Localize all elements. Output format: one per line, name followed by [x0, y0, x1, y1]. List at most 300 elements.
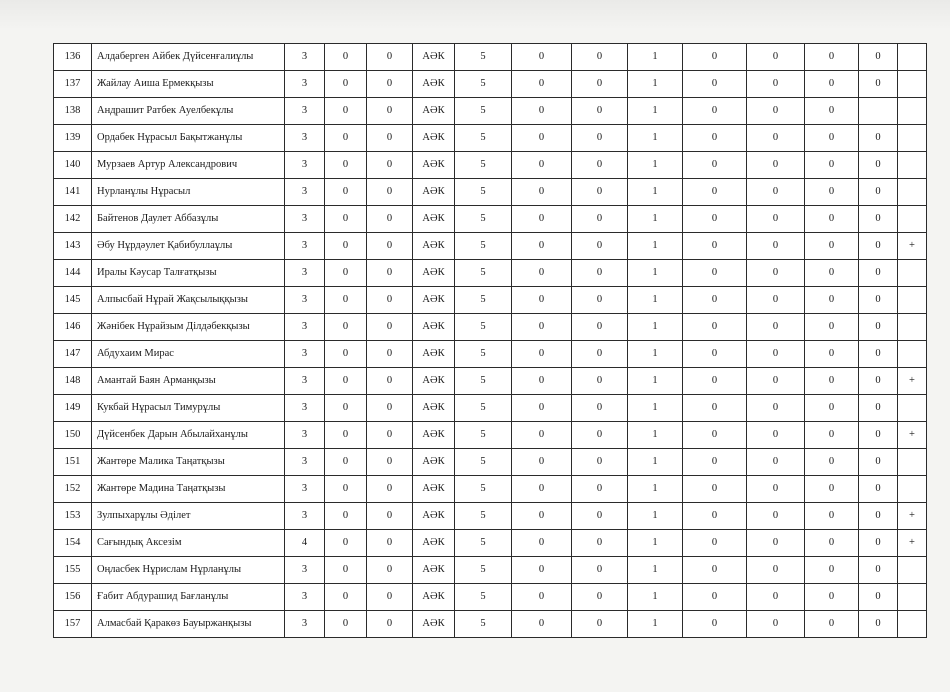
value-cell: 0: [367, 557, 413, 584]
row-number-cell: 138: [54, 98, 92, 125]
row-number-cell: 147: [54, 341, 92, 368]
value-cell: 5: [455, 557, 512, 584]
value-cell: 0: [683, 476, 747, 503]
value-cell: 0: [859, 449, 898, 476]
value-cell: 0: [572, 368, 628, 395]
student-name-cell: Жайлау Аиша Ермекқызы: [92, 71, 285, 98]
value-cell: 0: [859, 287, 898, 314]
mark-cell: +: [898, 368, 927, 395]
row-number-cell: 140: [54, 152, 92, 179]
value-cell: 0: [325, 395, 367, 422]
value-cell: 0: [325, 98, 367, 125]
value-cell: 0: [805, 152, 859, 179]
value-cell: 0: [683, 71, 747, 98]
value-cell: 0: [805, 611, 859, 638]
value-cell: 0: [747, 368, 805, 395]
value-cell: 3: [285, 584, 325, 611]
value-cell: 3: [285, 341, 325, 368]
value-cell: 0: [367, 341, 413, 368]
value-cell: АӘК: [413, 611, 455, 638]
value-cell: 3: [285, 44, 325, 71]
value-cell: 5: [455, 44, 512, 71]
value-cell: 0: [325, 368, 367, 395]
value-cell: 1: [628, 530, 683, 557]
table-row: [54, 611, 927, 638]
value-cell: 5: [455, 611, 512, 638]
value-cell: 3: [285, 71, 325, 98]
value-cell: 3: [285, 611, 325, 638]
value-cell: 0: [805, 44, 859, 71]
value-cell: 3: [285, 476, 325, 503]
value-cell: 0: [512, 530, 572, 557]
value-cell: 0: [859, 341, 898, 368]
value-cell: 0: [325, 530, 367, 557]
value-cell: 0: [325, 422, 367, 449]
value-cell: 0: [859, 395, 898, 422]
value-cell: 0: [747, 98, 805, 125]
value-cell: 0: [367, 71, 413, 98]
value-cell: 0: [512, 503, 572, 530]
value-cell: 5: [455, 422, 512, 449]
mark-cell: [898, 287, 927, 314]
value-cell: 0: [325, 125, 367, 152]
value-cell: [859, 98, 898, 125]
value-cell: 0: [367, 44, 413, 71]
value-cell: АӘК: [413, 233, 455, 260]
value-cell: АӘК: [413, 530, 455, 557]
value-cell: 1: [628, 260, 683, 287]
student-name-cell: Зулпыхарұлы Әділет: [92, 503, 285, 530]
mark-cell: [898, 260, 927, 287]
value-cell: 0: [572, 98, 628, 125]
value-cell: 1: [628, 179, 683, 206]
value-cell: 0: [747, 314, 805, 341]
value-cell: 0: [859, 179, 898, 206]
value-cell: 3: [285, 368, 325, 395]
mark-cell: [898, 152, 927, 179]
value-cell: 0: [367, 584, 413, 611]
value-cell: 3: [285, 557, 325, 584]
value-cell: 0: [367, 422, 413, 449]
value-cell: 0: [683, 314, 747, 341]
value-cell: 3: [285, 233, 325, 260]
row-number-cell: 154: [54, 530, 92, 557]
value-cell: 0: [747, 476, 805, 503]
value-cell: 1: [628, 71, 683, 98]
value-cell: 0: [859, 503, 898, 530]
value-cell: 0: [805, 476, 859, 503]
value-cell: 0: [747, 152, 805, 179]
table-row: [54, 368, 927, 395]
table-row: [54, 260, 927, 287]
value-cell: 0: [325, 584, 367, 611]
mark-cell: [898, 125, 927, 152]
value-cell: 0: [747, 449, 805, 476]
value-cell: 0: [512, 179, 572, 206]
value-cell: 1: [628, 395, 683, 422]
value-cell: 0: [325, 152, 367, 179]
value-cell: 0: [859, 611, 898, 638]
value-cell: 0: [512, 206, 572, 233]
value-cell: 5: [455, 206, 512, 233]
mark-cell: [898, 71, 927, 98]
mark-cell: [898, 557, 927, 584]
value-cell: 1: [628, 611, 683, 638]
value-cell: 5: [455, 260, 512, 287]
value-cell: АӘК: [413, 125, 455, 152]
value-cell: 0: [683, 422, 747, 449]
value-cell: 0: [805, 98, 859, 125]
value-cell: 0: [512, 422, 572, 449]
value-cell: 0: [325, 206, 367, 233]
value-cell: 0: [859, 530, 898, 557]
value-cell: 0: [747, 395, 805, 422]
value-cell: 0: [367, 530, 413, 557]
value-cell: 0: [859, 152, 898, 179]
table-row: [54, 476, 927, 503]
value-cell: 5: [455, 530, 512, 557]
value-cell: 5: [455, 368, 512, 395]
row-number-cell: 136: [54, 44, 92, 71]
scan-shadow: [0, 0, 950, 30]
value-cell: 0: [747, 260, 805, 287]
table-row: [54, 341, 927, 368]
student-name-cell: Амантай Баян Арманқызы: [92, 368, 285, 395]
student-name-cell: Нурланұлы Нұрасыл: [92, 179, 285, 206]
value-cell: 3: [285, 422, 325, 449]
value-cell: 0: [805, 584, 859, 611]
value-cell: 0: [572, 557, 628, 584]
value-cell: 0: [367, 152, 413, 179]
value-cell: 0: [747, 611, 805, 638]
value-cell: 0: [325, 476, 367, 503]
value-cell: 5: [455, 584, 512, 611]
mark-cell: [898, 584, 927, 611]
value-cell: 0: [572, 314, 628, 341]
table-row: [54, 98, 927, 125]
value-cell: 0: [572, 44, 628, 71]
value-cell: 0: [683, 152, 747, 179]
mark-cell: [898, 98, 927, 125]
value-cell: 0: [747, 71, 805, 98]
value-cell: 0: [683, 233, 747, 260]
value-cell: 0: [572, 503, 628, 530]
value-cell: 0: [367, 314, 413, 341]
value-cell: 0: [683, 125, 747, 152]
value-cell: 3: [285, 449, 325, 476]
student-name-cell: Абдухаим Мирас: [92, 341, 285, 368]
value-cell: 5: [455, 71, 512, 98]
value-cell: АӘК: [413, 314, 455, 341]
value-cell: 0: [512, 449, 572, 476]
student-name-cell: Дүйсенбек Дарын Абылайханұлы: [92, 422, 285, 449]
value-cell: 0: [683, 341, 747, 368]
mark-cell: +: [898, 422, 927, 449]
value-cell: 0: [747, 341, 805, 368]
value-cell: 0: [747, 287, 805, 314]
mark-cell: [898, 611, 927, 638]
table-row: [54, 503, 927, 530]
value-cell: 0: [367, 395, 413, 422]
value-cell: 3: [285, 125, 325, 152]
value-cell: 0: [512, 476, 572, 503]
value-cell: АӘК: [413, 44, 455, 71]
value-cell: 0: [859, 557, 898, 584]
student-name-cell: Андрашит Ратбек Ауелбекұлы: [92, 98, 285, 125]
value-cell: 0: [683, 530, 747, 557]
row-number-cell: 148: [54, 368, 92, 395]
value-cell: 0: [512, 125, 572, 152]
table-row: [54, 71, 927, 98]
value-cell: 0: [367, 206, 413, 233]
value-cell: 0: [805, 233, 859, 260]
value-cell: 0: [325, 71, 367, 98]
value-cell: 0: [325, 179, 367, 206]
value-cell: 0: [367, 98, 413, 125]
value-cell: 5: [455, 314, 512, 341]
value-cell: 5: [455, 152, 512, 179]
value-cell: 0: [325, 449, 367, 476]
value-cell: 0: [805, 557, 859, 584]
value-cell: 0: [683, 287, 747, 314]
row-number-cell: 157: [54, 611, 92, 638]
value-cell: 0: [325, 341, 367, 368]
value-cell: 0: [512, 341, 572, 368]
row-number-cell: 149: [54, 395, 92, 422]
value-cell: 0: [572, 125, 628, 152]
student-name-cell: Жантөре Малика Таңатқызы: [92, 449, 285, 476]
value-cell: АӘК: [413, 152, 455, 179]
value-cell: АӘК: [413, 503, 455, 530]
row-number-cell: 156: [54, 584, 92, 611]
mark-cell: +: [898, 233, 927, 260]
value-cell: 1: [628, 44, 683, 71]
value-cell: 1: [628, 206, 683, 233]
student-name-cell: Әбу Нұрдәулет Қабибуллаұлы: [92, 233, 285, 260]
value-cell: 0: [683, 557, 747, 584]
value-cell: 0: [805, 314, 859, 341]
value-cell: АӘК: [413, 98, 455, 125]
student-name-cell: Алпысбай Нұрай Жақсылыққызы: [92, 287, 285, 314]
value-cell: 0: [747, 530, 805, 557]
value-cell: 1: [628, 341, 683, 368]
value-cell: 0: [572, 179, 628, 206]
row-number-cell: 155: [54, 557, 92, 584]
value-cell: 5: [455, 449, 512, 476]
value-cell: 0: [683, 611, 747, 638]
student-name-cell: Алдаберген Айбек Дүйсенғалиұлы: [92, 44, 285, 71]
value-cell: 0: [325, 611, 367, 638]
value-cell: АӘК: [413, 287, 455, 314]
row-number-cell: 151: [54, 449, 92, 476]
student-table: [53, 43, 927, 638]
value-cell: 0: [367, 368, 413, 395]
value-cell: 0: [747, 557, 805, 584]
value-cell: 0: [512, 584, 572, 611]
row-number-cell: 152: [54, 476, 92, 503]
value-cell: 0: [859, 368, 898, 395]
value-cell: 0: [325, 557, 367, 584]
table-row: [54, 314, 927, 341]
value-cell: 3: [285, 260, 325, 287]
value-cell: 0: [572, 341, 628, 368]
row-number-cell: 141: [54, 179, 92, 206]
value-cell: 0: [325, 287, 367, 314]
value-cell: 0: [859, 71, 898, 98]
value-cell: 0: [572, 584, 628, 611]
student-name-cell: Ғабит Абдурашид Бағланұлы: [92, 584, 285, 611]
value-cell: 0: [859, 422, 898, 449]
value-cell: 0: [747, 584, 805, 611]
value-cell: 0: [747, 44, 805, 71]
row-number-cell: 153: [54, 503, 92, 530]
table-row: [54, 125, 927, 152]
value-cell: 0: [747, 179, 805, 206]
value-cell: 0: [805, 449, 859, 476]
value-cell: 0: [367, 125, 413, 152]
student-name-cell: Жантөре Мадина Таңатқызы: [92, 476, 285, 503]
value-cell: 1: [628, 287, 683, 314]
value-cell: 0: [805, 341, 859, 368]
value-cell: АӘК: [413, 395, 455, 422]
value-cell: 0: [859, 206, 898, 233]
mark-cell: [898, 206, 927, 233]
mark-cell: +: [898, 530, 927, 557]
value-cell: 0: [683, 503, 747, 530]
value-cell: 1: [628, 314, 683, 341]
table-body: [54, 44, 927, 638]
row-number-cell: 145: [54, 287, 92, 314]
student-name-cell: Алмасбай Қаракөз Бауыржанқызы: [92, 611, 285, 638]
table-row: [54, 179, 927, 206]
value-cell: 3: [285, 206, 325, 233]
value-cell: АӘК: [413, 179, 455, 206]
value-cell: АӘК: [413, 206, 455, 233]
value-cell: 0: [512, 98, 572, 125]
value-cell: 3: [285, 287, 325, 314]
value-cell: 0: [512, 314, 572, 341]
value-cell: 0: [683, 584, 747, 611]
value-cell: 0: [572, 530, 628, 557]
value-cell: 3: [285, 503, 325, 530]
value-cell: 5: [455, 125, 512, 152]
value-cell: АӘК: [413, 422, 455, 449]
value-cell: 0: [805, 206, 859, 233]
value-cell: 0: [512, 368, 572, 395]
value-cell: 0: [512, 287, 572, 314]
student-name-cell: Байтенов Даулет Аббазұлы: [92, 206, 285, 233]
value-cell: 0: [367, 179, 413, 206]
value-cell: 0: [512, 71, 572, 98]
row-number-cell: 144: [54, 260, 92, 287]
table-row: [54, 584, 927, 611]
value-cell: 0: [325, 503, 367, 530]
value-cell: 0: [367, 260, 413, 287]
value-cell: АӘК: [413, 71, 455, 98]
table-row: [54, 449, 927, 476]
value-cell: 1: [628, 233, 683, 260]
value-cell: 0: [805, 260, 859, 287]
mark-cell: [898, 341, 927, 368]
value-cell: 0: [805, 368, 859, 395]
value-cell: АӘК: [413, 476, 455, 503]
value-cell: 0: [683, 395, 747, 422]
value-cell: 0: [572, 476, 628, 503]
value-cell: АӘК: [413, 341, 455, 368]
value-cell: 0: [512, 233, 572, 260]
mark-cell: [898, 44, 927, 71]
value-cell: 1: [628, 368, 683, 395]
value-cell: 0: [683, 449, 747, 476]
value-cell: 0: [512, 395, 572, 422]
value-cell: 0: [859, 233, 898, 260]
student-name-cell: Ордабек Нұрасыл Бақытжанұлы: [92, 125, 285, 152]
value-cell: 0: [512, 44, 572, 71]
table-row: [54, 233, 927, 260]
value-cell: 0: [572, 206, 628, 233]
value-cell: 0: [859, 125, 898, 152]
value-cell: 0: [805, 503, 859, 530]
value-cell: 0: [367, 476, 413, 503]
value-cell: 0: [512, 152, 572, 179]
mark-cell: +: [898, 503, 927, 530]
value-cell: 0: [683, 368, 747, 395]
table-row: [54, 287, 927, 314]
value-cell: 0: [572, 422, 628, 449]
table-row: [54, 422, 927, 449]
value-cell: 0: [512, 260, 572, 287]
value-cell: 5: [455, 287, 512, 314]
mark-cell: [898, 449, 927, 476]
student-name-cell: Мурзаев Артур Александрович: [92, 152, 285, 179]
value-cell: АӘК: [413, 368, 455, 395]
value-cell: 3: [285, 98, 325, 125]
value-cell: 5: [455, 233, 512, 260]
value-cell: 0: [859, 314, 898, 341]
student-name-cell: Иралы Кәусар Талғатқызы: [92, 260, 285, 287]
value-cell: 0: [572, 152, 628, 179]
value-cell: 5: [455, 476, 512, 503]
value-cell: 4: [285, 530, 325, 557]
value-cell: АӘК: [413, 584, 455, 611]
value-cell: 0: [747, 422, 805, 449]
mark-cell: [898, 476, 927, 503]
mark-cell: [898, 314, 927, 341]
student-name-cell: Кукбай Нұрасыл Тимурұлы: [92, 395, 285, 422]
value-cell: 1: [628, 584, 683, 611]
value-cell: 1: [628, 98, 683, 125]
row-number-cell: 146: [54, 314, 92, 341]
table-row: [54, 395, 927, 422]
value-cell: 0: [683, 260, 747, 287]
value-cell: 0: [572, 71, 628, 98]
value-cell: 0: [683, 179, 747, 206]
table-row: [54, 530, 927, 557]
value-cell: АӘК: [413, 557, 455, 584]
value-cell: 0: [805, 530, 859, 557]
value-cell: 0: [572, 395, 628, 422]
value-cell: 3: [285, 395, 325, 422]
value-cell: 0: [325, 314, 367, 341]
value-cell: 0: [367, 287, 413, 314]
value-cell: 0: [747, 206, 805, 233]
value-cell: 0: [367, 449, 413, 476]
row-number-cell: 137: [54, 71, 92, 98]
value-cell: 0: [747, 233, 805, 260]
student-name-cell: Жәнібек Нұрайзым Ділдәбекқызы: [92, 314, 285, 341]
value-cell: 1: [628, 152, 683, 179]
value-cell: 0: [859, 584, 898, 611]
